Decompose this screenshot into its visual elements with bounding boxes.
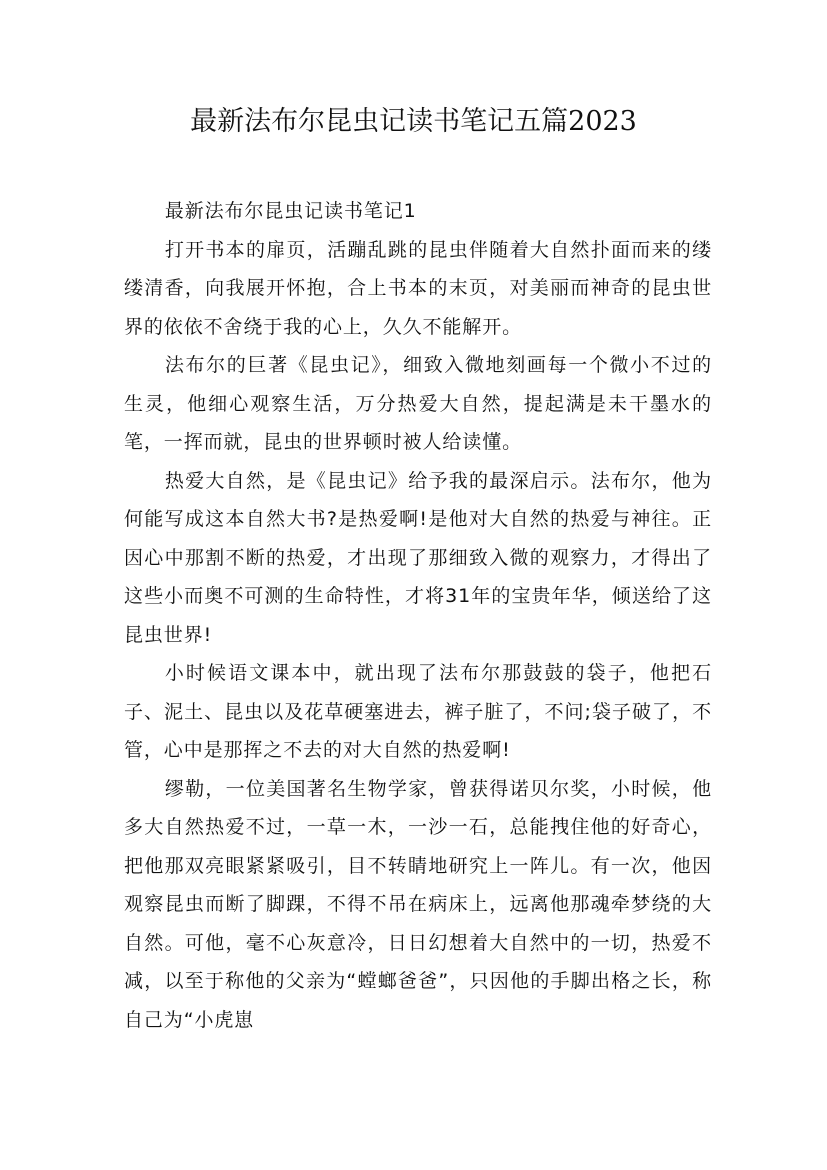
paragraph-1: 打开书本的扉页，活蹦乱跳的昆虫伴随着大自然扑面而来的缕缕清香，向我展开怀抱，合上书本的末页，对美丽而神奇的昆虫世界的依依不舍绕于我的心上，久久不能解开。 <box>124 238 712 338</box>
paragraph-2: 法布尔的巨著《昆虫记》，细致入微地刻画每一个微小不过的生灵，他细心观察生活，万分热爱大自然，提起满是未干墨水的笔，一挥而就，昆虫的世界顿时被人给读懂。 <box>124 354 712 453</box>
paragraph-3: 热爱大自然，是《昆虫记》给予我的最深启示。法布尔，他为何能写成这本自然大书?是热爱啊!是他对大自然的热爱与神往。正因心中那割不断的热爱，才出现了那细致入微的观察力，才得出了这些小而奥不可测的生命特性，才将31年的宝贵年华，倾送给了这昆虫世界! <box>124 469 712 646</box>
section-heading: 最新法布尔昆虫记读书笔记1 <box>164 200 417 222</box>
document-title: 最新法布尔昆虫记读书笔记五篇2023 <box>190 106 637 137</box>
paragraph-4: 小时候语文课本中，就出现了法布尔那鼓鼓的袋子，他把石子、泥土、昆虫以及花草硬塞进去，裤子脏了，不问;袋子破了，不管，心中是那挥之不去的对大自然的热爱啊! <box>124 662 712 761</box>
paragraph-5: 缪勒，一位美国著名生物学家，曾获得诺贝尔奖，小时候，他多大自然热爱不过，一草一木，一沙一石，总能拽住他的好奇心，把他那双亮眼紧紧吸引，目不转睛地研究上一阵儿。有一次，他因观察昆虫而断了脚踝，不得不吊在病床上，远离他那魂牵梦绕的大自然。可他，毫不心灰意冷，日日幻想着大自然中的一切，热爱不减，以至于称他的父亲为“螳螂爸爸”，只因他的手脚出格之长，称自己为“小虎崽 <box>124 777 712 1031</box>
document-body <box>124 192 712 1039</box>
